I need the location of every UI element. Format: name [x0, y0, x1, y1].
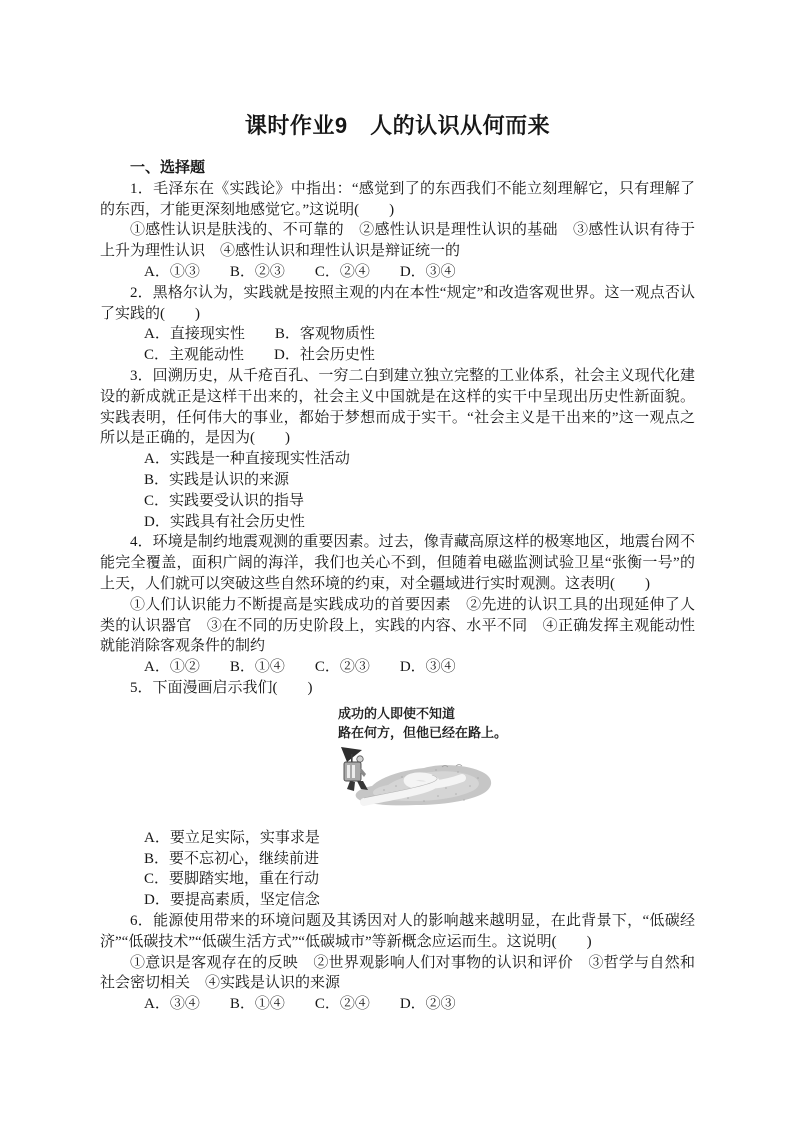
question-6-stem: 6．能源使用带来的环境问题及其诱因对人的影响越来越明显，在此背景下，“低碳经济”“低碳技术”“低碳生活方式”“低碳城市”等新概念应运而生。这说明( ) — [100, 912, 695, 950]
page-title: 课时作业9 人的认识从何而来 — [244, 113, 551, 138]
comic-figure — [338, 704, 508, 806]
question-6-choices: A．③④ B．①④ C．②④ D．②③ — [144, 996, 456, 1013]
question-3-stem: 3．回溯历史，从千疮百孔、一穷二白到建立独立完整的工业体系，社会主义现代化建设的新成就正是这样干出来的，社会主义中国就是在这样的实干中呈现出历史性新面貌。实践表明，任何伟大的事业，都始于梦想而成于实干。“社会主义是干出来的”这一观点之所以是正确的，是因为( ) — [100, 367, 695, 447]
question-2-stem: 2．黑格尔认为，实践就是按照主观的内在本性“规定”和改造客观世界。这一观点否认了实践的( ) — [100, 284, 695, 322]
comic-walker — [341, 747, 368, 791]
question-3-choice-b: B．实践是认识的来源 — [144, 471, 290, 488]
question-3-choice-d: D．实践具有社会历史性 — [144, 513, 305, 530]
comic-caption-line-1: 成功的人即使不知道 — [338, 705, 456, 721]
question-1-items: ①感性认识是肤浅的、不可靠的 ②感性认识是理性认识的基础 ③感性认识有待于上升为理性认识 ④感性认识和理性认识是辩证统一的 — [100, 222, 695, 260]
comic-illustration — [338, 746, 493, 806]
question-4-stem: 4．环境是制约地震观测的重要因素。过去，像青藏高原这样的极寒地区，地震台网不能完全覆盖，面积广阔的海洋，我们也关心不到，但随着电磁监测试验卫星“张衡一号”的上天，人们就可以突破这些自然环境的约束，对全疆域进行实时观测。这表明( ) — [100, 534, 695, 592]
question-5-choice-b: B．要不忘初心，继续前进 — [144, 850, 320, 867]
question-2-choices-row-2: C．主观能动性 D．社会历史性 — [144, 347, 375, 364]
question-4-choices: A．①② B．①④ C．②③ D．③④ — [144, 659, 456, 676]
question-6-items: ①意识是客观存在的反映 ②世界观影响人们对事物的认识和评价 ③哲学与自然和社会密切相关 ④实践是认识的来源 — [100, 954, 695, 992]
question-5-stem: 5．下面漫画启示我们( ) — [130, 679, 313, 696]
question-4-items: ①人们认识能力不断提高是实践成功的首要因素 ②先进的认识工具的出现延伸了人类的认识器官 ③在不同的历史阶段上，实践的内容、水平不同 ④正确发挥主观能动性就能消除客观条件的制约 — [100, 596, 695, 655]
comic-caption-line-2: 路在何方，但他已经在路上。 — [338, 724, 508, 740]
question-3-choice-a: A．实践是一种直接现实性活动 — [144, 451, 350, 468]
question-2-choices-row-1: A．直接现实性 B．客观物质性 — [144, 326, 375, 343]
question-3-choice-c: C．实践要受认识的指导 — [144, 492, 305, 509]
question-1-stem: 1．毛泽东在《实践论》中指出：“感觉到了的东西我们不能立刻理解它，只有理解了的东西，才能更深刻地感觉它。”这说明( ) — [100, 180, 695, 218]
worksheet-content — [100, 110, 695, 1015]
section-header: 一、选择题 — [130, 159, 206, 176]
question-5-choice-d: D．要提高素质，坚定信念 — [144, 892, 320, 909]
question-1-choices: A．①③ B．②③ C．②④ D．③④ — [144, 263, 456, 280]
question-5-choice-a: A．要立足实际，实事求是 — [144, 829, 320, 846]
question-5-choice-c: C．要脚踏实地，重在行动 — [144, 871, 320, 888]
